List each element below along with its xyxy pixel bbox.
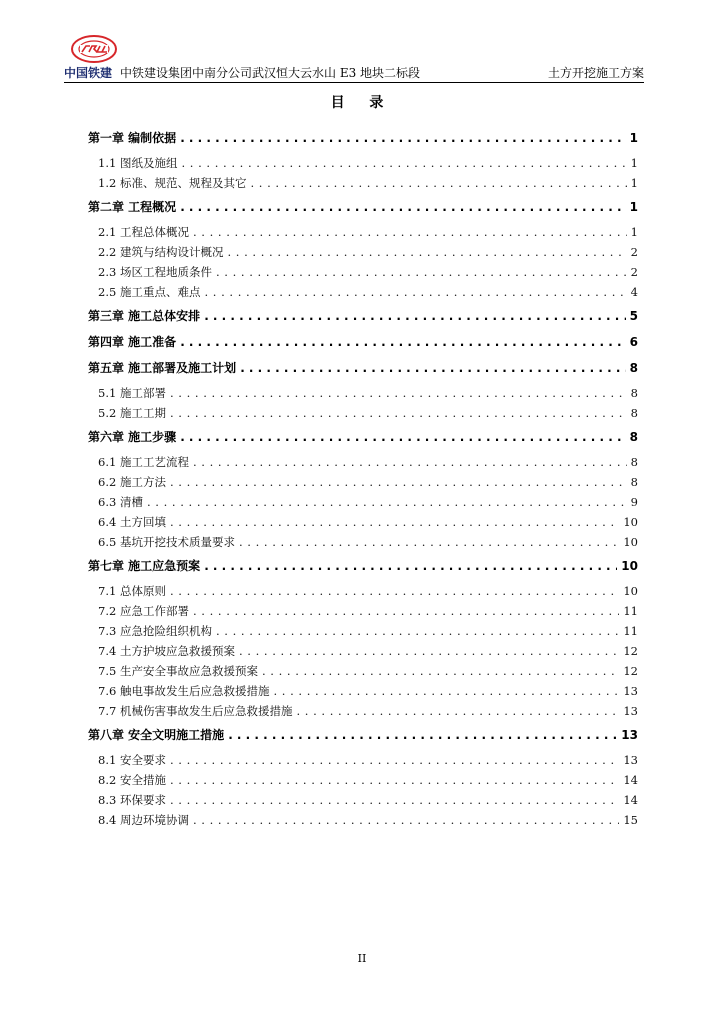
toc-section-entry[interactable] bbox=[88, 224, 638, 244]
toc-entry-label: 第五章 施工部署及施工计划 bbox=[88, 361, 237, 375]
toc-entry-label: 2.1 工程总体概况 bbox=[98, 225, 189, 239]
toc-entry-page: 9 bbox=[630, 495, 638, 509]
toc-entry-label: 7.5 生产安全事故应急救援预案 bbox=[98, 664, 258, 678]
toc-entry-page: 11 bbox=[623, 604, 638, 618]
toc-leader-dots bbox=[193, 455, 627, 469]
toc-entry-page: 10 bbox=[623, 515, 638, 529]
toc-entry-label: 第二章 工程概况 bbox=[88, 200, 177, 214]
toc-section-entry[interactable] bbox=[88, 643, 638, 663]
toc-entry-label: 8.1 安全要求 bbox=[98, 753, 166, 767]
toc-entry-label: 第六章 施工步骤 bbox=[88, 430, 177, 444]
toc-section-entry[interactable] bbox=[88, 623, 638, 643]
toc-leader-dots bbox=[180, 335, 625, 349]
toc-entry-page: 8 bbox=[629, 430, 638, 444]
toc-heading: 目 录 bbox=[330, 95, 394, 111]
toc-entry-label: 7.3 应急抢险组织机构 bbox=[98, 624, 212, 638]
toc-entry-label: 6.4 土方回填 bbox=[98, 515, 166, 529]
toc-entry-label: 8.4 周边环境协调 bbox=[98, 813, 189, 827]
toc-leader-dots bbox=[180, 131, 625, 145]
toc-entry-label: 7.2 应急工作部署 bbox=[98, 604, 189, 618]
toc-entry-label: 第三章 施工总体安排 bbox=[88, 309, 201, 323]
toc-entry-label: 第四章 施工准备 bbox=[88, 335, 177, 349]
toc-entry-page: 6 bbox=[629, 335, 638, 349]
header-divider bbox=[64, 82, 644, 83]
toc-entry-label: 2.3 场区工程地质条件 bbox=[98, 265, 212, 279]
toc-section-entry[interactable] bbox=[88, 663, 638, 683]
toc-leader-dots bbox=[193, 813, 619, 827]
toc-entry-label: 6.5 基坑开挖技术质量要求 bbox=[98, 535, 235, 549]
toc-section-entry[interactable] bbox=[88, 244, 638, 264]
toc-leader-dots bbox=[180, 430, 625, 444]
toc-entry-page: 14 bbox=[623, 773, 638, 787]
toc-entry-page: 12 bbox=[623, 644, 638, 658]
toc-section-entry[interactable] bbox=[88, 494, 638, 514]
toc-section-entry[interactable] bbox=[88, 703, 638, 723]
toc-section-entry[interactable] bbox=[88, 534, 638, 554]
toc-entry-label: 8.2 安全措施 bbox=[98, 773, 166, 787]
page-number: II bbox=[357, 952, 367, 965]
toc-section-entry[interactable] bbox=[88, 155, 638, 175]
toc-entry-page: 2 bbox=[630, 245, 638, 259]
brand-name: 中国铁建 bbox=[64, 66, 113, 80]
toc-leader-dots bbox=[216, 624, 619, 638]
toc-entry-page: 8 bbox=[630, 455, 638, 469]
project-name: 中铁建设集团中南分公司武汉恒大云水山 E3 地块二标段 bbox=[120, 66, 421, 80]
toc-entry-page: 1 bbox=[630, 156, 638, 170]
toc-section-entry[interactable] bbox=[88, 603, 638, 623]
toc-leader-dots bbox=[204, 285, 626, 299]
toc-entry-page: 1 bbox=[629, 200, 638, 214]
toc-section-entry[interactable] bbox=[88, 175, 638, 195]
toc-leader-dots bbox=[170, 793, 619, 807]
toc-entry-label: 7.6 触电事故发生后应急救援措施 bbox=[98, 684, 270, 698]
toc-entry-page: 10 bbox=[623, 584, 638, 598]
toc-section-entry[interactable] bbox=[88, 812, 638, 832]
document-title: 土方开挖施工方案 bbox=[547, 66, 644, 80]
toc-entry-label: 6.2 施工方法 bbox=[98, 475, 166, 489]
toc-entry-page: 13 bbox=[621, 728, 638, 742]
toc-entry-label: 8.3 环保要求 bbox=[98, 793, 166, 807]
toc-leader-dots bbox=[147, 495, 627, 509]
toc-entry-page: 11 bbox=[623, 624, 638, 638]
toc-leader-dots bbox=[204, 309, 625, 323]
toc-section-entry[interactable] bbox=[88, 385, 638, 405]
toc-leader-dots bbox=[170, 386, 627, 400]
toc-entry-page: 1 bbox=[630, 225, 638, 239]
toc-entry-label: 1.2 标准、规范、规程及其它 bbox=[98, 176, 247, 190]
toc-section-entry[interactable] bbox=[88, 454, 638, 474]
toc-chapter-entry[interactable] bbox=[88, 129, 638, 152]
toc-leader-dots bbox=[240, 361, 625, 375]
toc-entry-page: 13 bbox=[623, 704, 638, 718]
toc-leader-dots bbox=[262, 664, 619, 678]
toc-leader-dots bbox=[296, 704, 619, 718]
toc-entry-page: 5 bbox=[629, 309, 638, 323]
toc-entry-page: 15 bbox=[623, 813, 638, 827]
toc-entry-page: 8 bbox=[630, 386, 638, 400]
toc-entry-page: 12 bbox=[623, 664, 638, 678]
toc-section-entry[interactable] bbox=[88, 583, 638, 603]
toc-chapter-entry[interactable] bbox=[88, 333, 638, 356]
toc-leader-dots bbox=[170, 475, 627, 489]
toc-leader-dots bbox=[193, 604, 619, 618]
toc-entry-label: 5.2 施工工期 bbox=[98, 406, 166, 420]
toc-entry-label: 6.1 施工工艺流程 bbox=[98, 455, 189, 469]
toc-section-entry[interactable] bbox=[88, 792, 638, 812]
toc-chapter-entry[interactable] bbox=[88, 198, 638, 221]
toc-entry-page: 14 bbox=[623, 793, 638, 807]
toc-leader-dots bbox=[239, 644, 619, 658]
toc-entry-label: 6.3 清槽 bbox=[98, 495, 143, 509]
toc-section-entry[interactable] bbox=[88, 284, 638, 304]
toc-leader-dots bbox=[227, 245, 626, 259]
toc-entry-label: 第七章 施工应急预案 bbox=[88, 559, 201, 573]
table-of-contents bbox=[88, 126, 638, 832]
toc-chapter-entry[interactable] bbox=[88, 428, 638, 451]
toc-entry-label: 1.1 图纸及施组 bbox=[98, 156, 178, 170]
toc-section-entry[interactable] bbox=[88, 405, 638, 425]
toc-leader-dots bbox=[180, 200, 625, 214]
toc-leader-dots bbox=[170, 515, 619, 529]
toc-section-entry[interactable] bbox=[88, 683, 638, 703]
toc-entry-label: 7.1 总体原则 bbox=[98, 584, 166, 598]
toc-entry-page: 10 bbox=[623, 535, 638, 549]
toc-section-entry[interactable] bbox=[88, 772, 638, 792]
toc-entry-page: 2 bbox=[630, 265, 638, 279]
toc-entry-page: 8 bbox=[630, 475, 638, 489]
toc-entry-label: 2.5 施工重点、难点 bbox=[98, 285, 201, 299]
page-header bbox=[64, 34, 644, 84]
toc-entry-page: 4 bbox=[630, 285, 638, 299]
toc-leader-dots bbox=[239, 535, 619, 549]
toc-entry-page: 1 bbox=[630, 176, 638, 190]
toc-leader-dots bbox=[181, 156, 626, 170]
toc-leader-dots bbox=[204, 559, 617, 573]
toc-entry-page: 13 bbox=[623, 684, 638, 698]
toc-entry-page: 13 bbox=[623, 753, 638, 767]
toc-leader-dots bbox=[228, 728, 617, 742]
crcc-logo-icon bbox=[70, 34, 118, 64]
toc-leader-dots bbox=[216, 265, 627, 279]
toc-entry-page: 8 bbox=[629, 361, 638, 375]
toc-entry-label: 第八章 安全文明施工措施 bbox=[88, 728, 225, 742]
toc-entry-label: 7.7 机械伤害事故发生后应急救援措施 bbox=[98, 704, 293, 718]
toc-entry-label: 第一章 编制依据 bbox=[88, 131, 177, 145]
toc-entry-label: 5.1 施工部署 bbox=[98, 386, 166, 400]
toc-leader-dots bbox=[193, 225, 627, 239]
toc-entry-page: 10 bbox=[621, 559, 638, 573]
toc-entry-label: 7.4 土方护坡应急救援预案 bbox=[98, 644, 235, 658]
toc-entry-page: 8 bbox=[630, 406, 638, 420]
toc-chapter-entry[interactable] bbox=[88, 726, 638, 749]
toc-entry-label: 2.2 建筑与结构设计概况 bbox=[98, 245, 224, 259]
toc-section-entry[interactable] bbox=[88, 264, 638, 284]
toc-leader-dots bbox=[250, 176, 626, 190]
toc-leader-dots bbox=[273, 684, 619, 698]
toc-section-entry[interactable] bbox=[88, 474, 638, 494]
toc-chapter-entry[interactable] bbox=[88, 307, 638, 330]
toc-entry-page: 1 bbox=[629, 131, 638, 145]
toc-section-entry[interactable] bbox=[88, 514, 638, 534]
toc-leader-dots bbox=[170, 773, 619, 787]
toc-chapter-entry[interactable] bbox=[88, 359, 638, 382]
toc-leader-dots bbox=[170, 406, 627, 420]
toc-chapter-entry[interactable] bbox=[88, 557, 638, 580]
toc-section-entry[interactable] bbox=[88, 752, 638, 772]
toc-leader-dots bbox=[170, 753, 619, 767]
toc-leader-dots bbox=[170, 584, 619, 598]
